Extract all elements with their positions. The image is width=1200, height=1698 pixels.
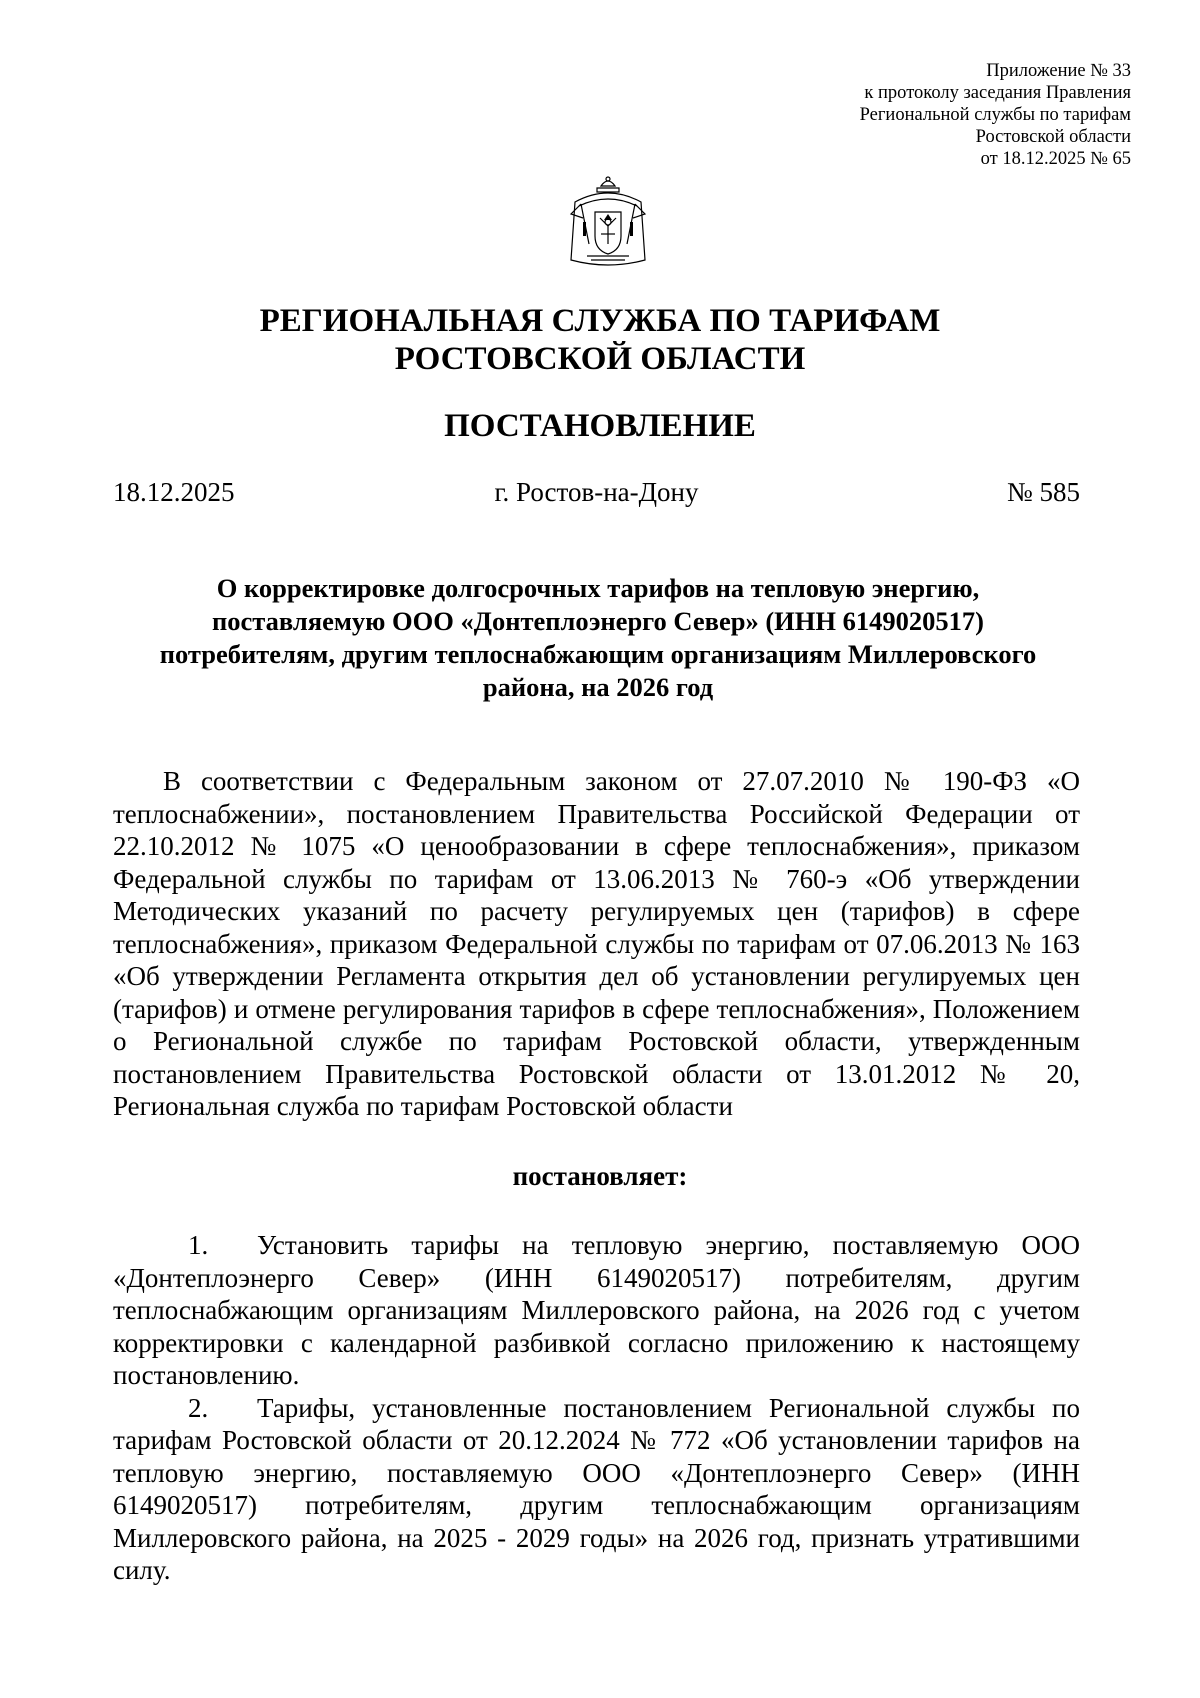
organization-name-line: РОСТОВСКОЙ ОБЛАСТИ xyxy=(394,341,806,377)
item-text: Установить тарифы на тепловую энергию, поставляемую ООО «Донтеплоэнерго Север» (ИНН 6149020517) потребителям, другим теплоснабжающим организациям Миллеровского района, на 2026 год с учетом корректировки с календарной разбивкой согласно приложению к настоящему постановлению. xyxy=(113,1230,1080,1390)
annex-line: Ростовской области xyxy=(975,127,1131,147)
annex-line: от 18.12.2025 № 65 xyxy=(980,149,1131,169)
document-date: 18.12.2025 xyxy=(113,477,235,507)
annex-line: Региональной службы по тарифам xyxy=(859,105,1131,125)
annex-line: Приложение № 33 xyxy=(986,61,1131,81)
title-line: района, на 2026 год xyxy=(482,672,714,702)
document-title xyxy=(130,572,1066,704)
annex-block xyxy=(860,60,1131,170)
coat-of-arms-icon xyxy=(567,174,649,271)
document-type: ПОСТАНОВЛЕНИЕ xyxy=(444,408,756,444)
resolution-items xyxy=(113,1229,1080,1587)
document-city: г. Ростов-на-Дону xyxy=(494,477,699,507)
title-line: потребителям, другим теплоснабжающим организациям Миллеровского xyxy=(159,639,1037,669)
resolution-item xyxy=(113,1392,1080,1587)
preamble-paragraph: В соответствии с Федеральным законом от 27.07.2010 № 190-ФЗ «О теплоснабжении», постановлением Правительства Российской Федерации от 22.10.2012 № 1075 «О ценообразовании в сфере теплоснабжения», приказом Федеральной службы по тарифам от 13.06.2013 № 760-э «Об утверждении Методических указаний по расчету регулируемых цен (тарифов) в сфере теплоснабжения», приказом Федеральной службы по тарифам от 07.06.2013 № 163 «Об утверждении Регламента открытия дел об установлении регулируемых цен (тарифов) и отмене регулирования тарифов в сфере теплоснабжения», Положением о Региональной службе по тарифам Ростовской области, утвержденным постановлением Правительства Ростовской области от 13.01.2012 № 20, Региональная служба по тарифам Ростовской области xyxy=(113,766,1080,1121)
document-number: № 585 xyxy=(1006,477,1080,507)
organization-name-line: РЕГИОНАЛЬНАЯ СЛУЖБА ПО ТАРИФАМ xyxy=(259,303,941,339)
resolves-heading: постановляет: xyxy=(512,1161,688,1191)
title-line: поставляемую ООО «Донтеплоэнерго Север» (ИНН 6149020517) xyxy=(212,606,984,636)
title-line: О корректировке долгосрочных тарифов на тепловую энергию, xyxy=(216,573,980,603)
document-meta-line xyxy=(113,474,1080,510)
item-text: Тарифы, установленные постановлением Региональной службы по тарифам Ростовской области от 20.12.2024 № 772 «Об установлении тарифов на тепловую энергию, поставляемую ООО «Донтеплоэнерго Север» (ИНН 6149020517) потребителям, другим теплоснабжающим организациям Миллеровского района, на 2025 - 2029 годы» на 2026 год, признать утратившими силу. xyxy=(113,1392,1080,1585)
item-number: 1. xyxy=(188,1230,209,1260)
annex-line: к протоколу заседания Правления xyxy=(864,83,1131,103)
resolution-item xyxy=(113,1229,1080,1392)
item-number: 2. xyxy=(188,1392,209,1423)
organization-name xyxy=(0,302,1200,378)
